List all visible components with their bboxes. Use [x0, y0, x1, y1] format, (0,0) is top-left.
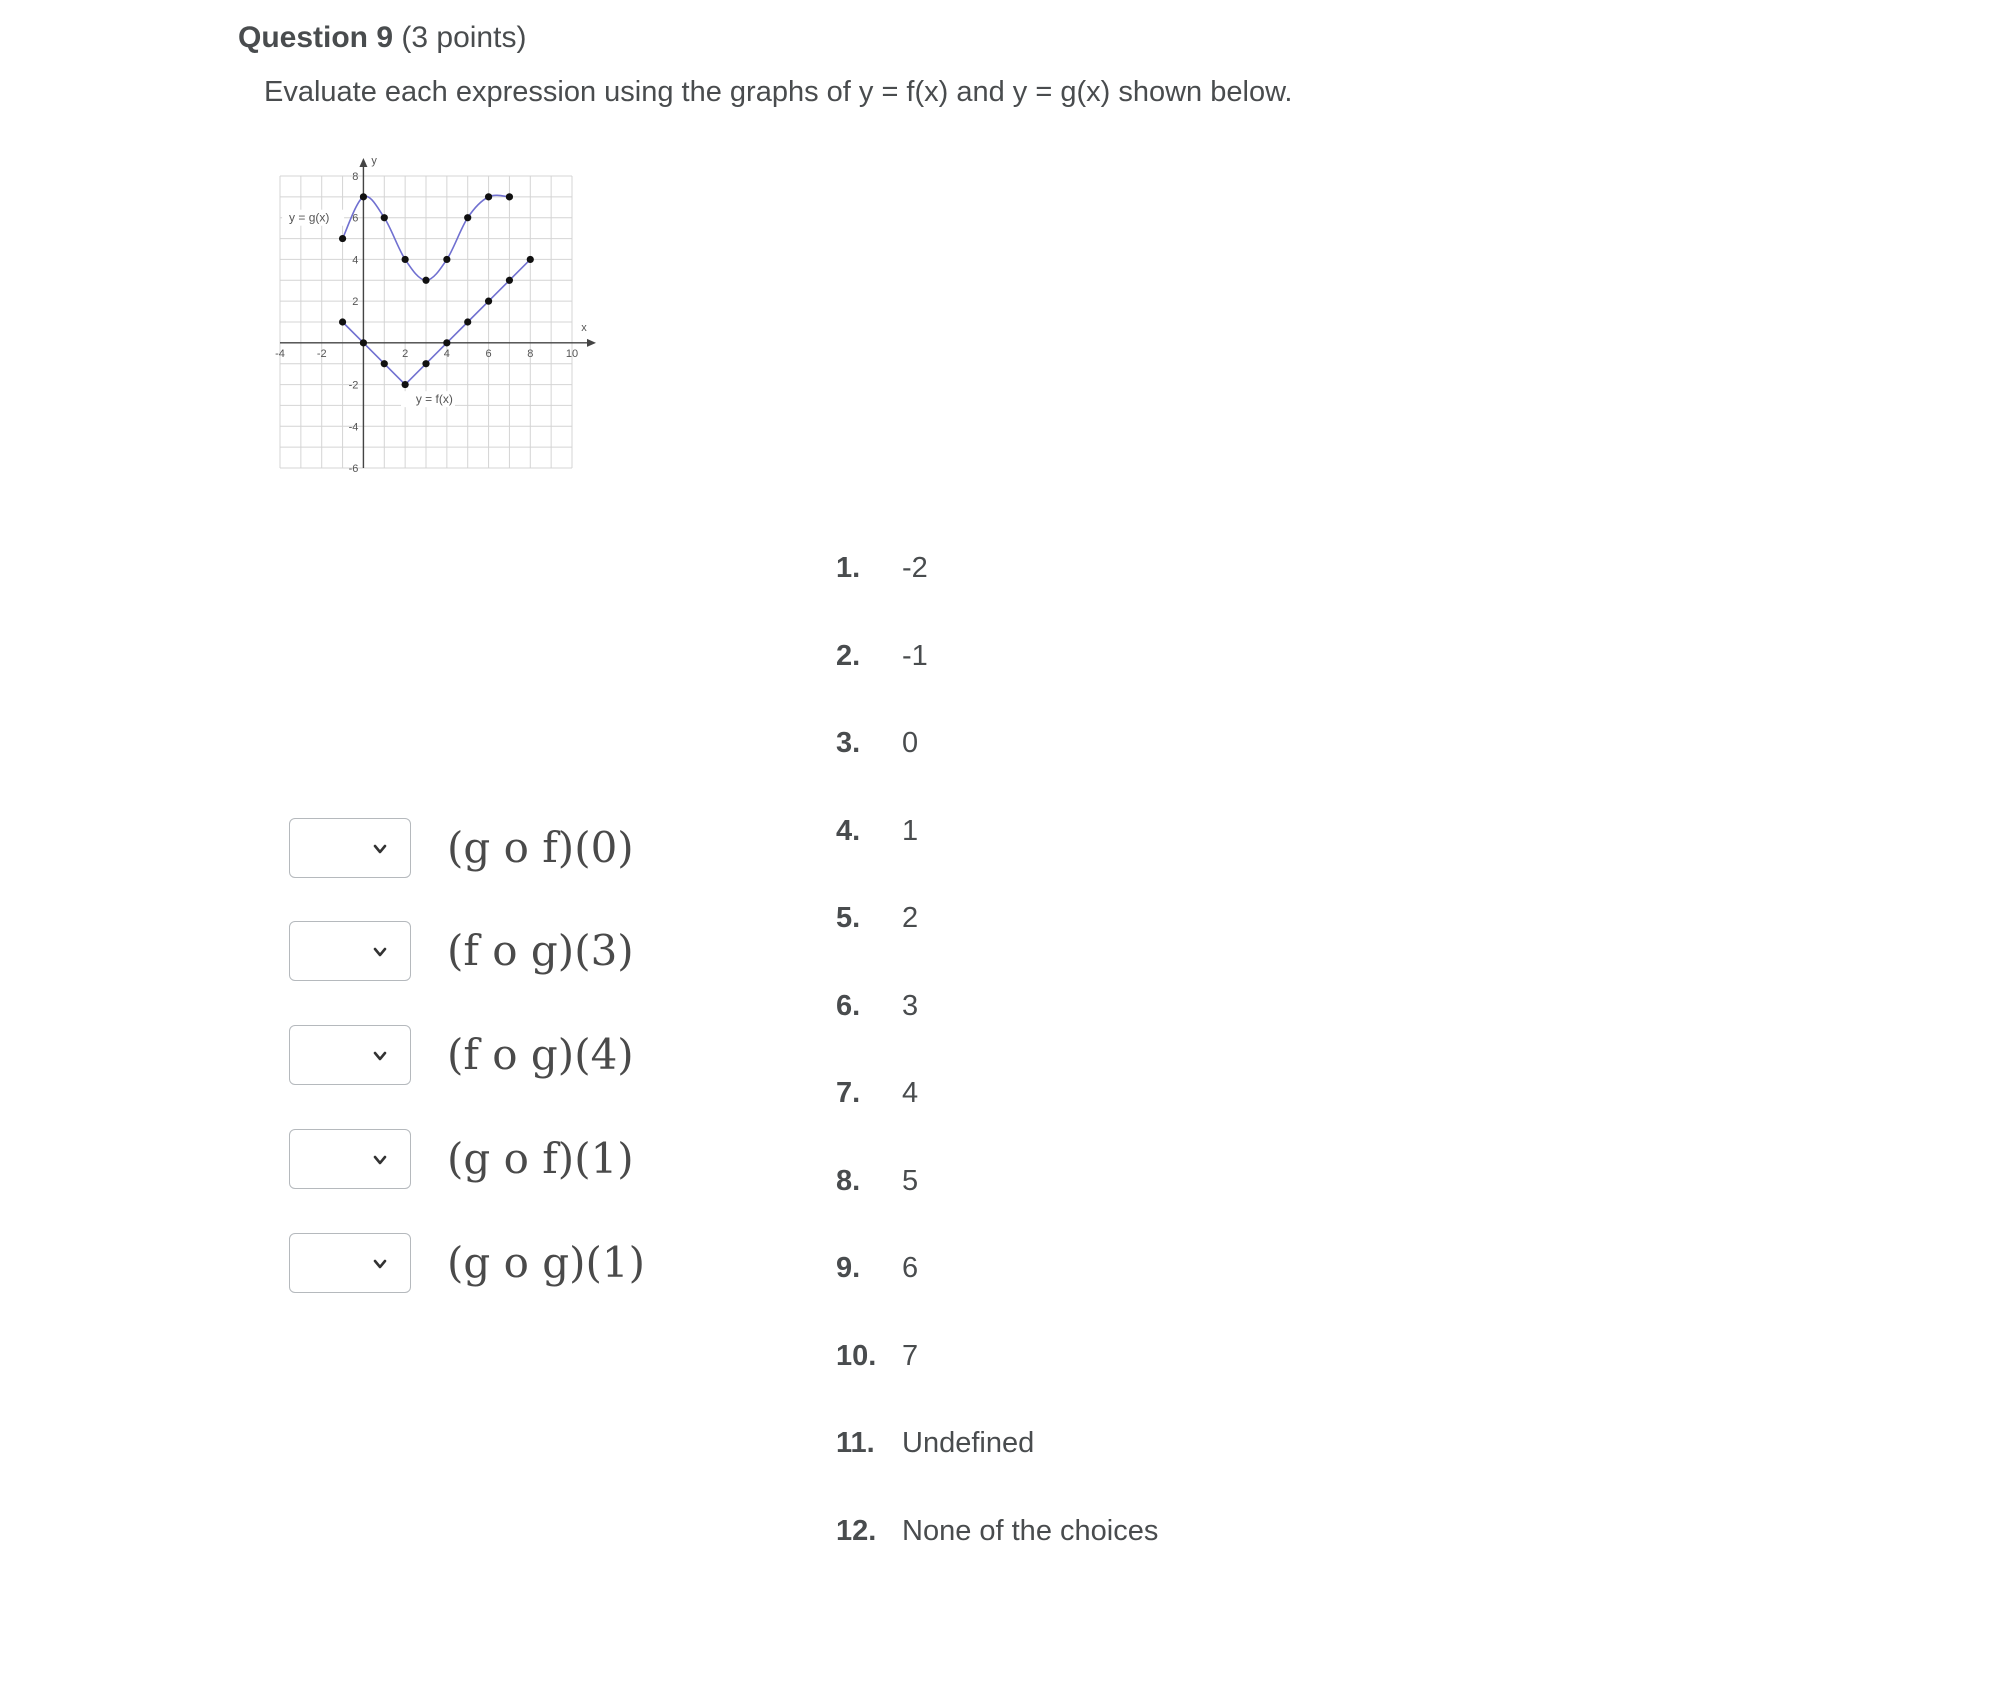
function-graph	[268, 146, 608, 486]
choice-item	[836, 1423, 1034, 1463]
choice-item	[836, 986, 918, 1026]
choice-number: 7.	[836, 1077, 861, 1109]
choice-item	[836, 1073, 918, 1113]
choice-number: 4.	[836, 815, 861, 847]
question-header	[238, 18, 526, 58]
question-prompt: Evaluate each expression using the graphs of y = f(x) and y = g(x) shown below.	[264, 76, 1293, 108]
composition-expression: (g o f)(0)	[447, 823, 634, 872]
g-point	[506, 193, 513, 200]
choice-number: 2.	[836, 640, 861, 672]
x-tick-label: 4	[443, 347, 450, 360]
choice-item	[836, 723, 918, 763]
composition-expression: (f o g)(3)	[447, 926, 634, 975]
choice-item	[836, 898, 918, 938]
y-tick-label: 4	[352, 254, 359, 267]
choice-number: 6.	[836, 990, 861, 1022]
f-point	[360, 339, 367, 346]
choice-value: -2	[902, 552, 928, 584]
y-axis-label: y	[371, 155, 377, 167]
choice-number: 12.	[836, 1515, 877, 1547]
match-row	[289, 818, 709, 882]
choice-number: 9.	[836, 1252, 861, 1284]
choice-item	[836, 1511, 1158, 1551]
f-point	[381, 360, 388, 367]
choice-number: 5.	[836, 902, 861, 934]
y-tick-label: 6	[352, 212, 359, 225]
g-point	[422, 277, 429, 284]
x-tick-label: -4	[275, 347, 285, 360]
choice-value: 0	[902, 727, 919, 759]
g-point	[360, 193, 367, 200]
g-curve-label: y = g(x)	[289, 210, 330, 225]
f-point	[485, 298, 492, 305]
choice-value: -1	[902, 640, 928, 672]
answer-dropdown[interactable]	[289, 1025, 411, 1085]
f-curve-label: y = f(x)	[415, 392, 453, 407]
chevron-down-icon	[372, 841, 388, 857]
answer-dropdown[interactable]	[289, 921, 411, 981]
x-tick-label: 2	[402, 347, 409, 360]
g-point	[485, 193, 492, 200]
x-axis-arrow	[587, 339, 596, 347]
answer-dropdown[interactable]	[289, 818, 411, 878]
answer-dropdown[interactable]	[289, 1129, 411, 1189]
choice-value: 4	[902, 1077, 919, 1109]
y-tick-label: -4	[348, 421, 359, 434]
x-tick-label: 6	[485, 347, 492, 360]
f-point	[402, 381, 409, 388]
choice-value: 5	[902, 1165, 919, 1197]
choice-item	[836, 1161, 918, 1201]
choice-number: 10.	[836, 1340, 877, 1372]
y-tick-label: 2	[352, 296, 359, 309]
choice-number: 3.	[836, 727, 861, 759]
question-title: Question 9	[238, 21, 394, 54]
y-tick-label: -6	[348, 463, 359, 475]
composition-expression: (f o g)(4)	[447, 1030, 634, 1079]
choice-value: 3	[902, 990, 919, 1022]
match-row	[289, 1233, 709, 1297]
choice-number: 11.	[836, 1427, 875, 1459]
choice-item	[836, 1248, 918, 1288]
match-row	[289, 1129, 709, 1193]
g-point	[339, 235, 346, 242]
x-tick-label: 8	[527, 347, 534, 360]
f-point	[339, 318, 346, 325]
f-point	[443, 339, 450, 346]
choice-item	[836, 1336, 918, 1376]
question-points: (3 points)	[401, 21, 527, 54]
y-tick-label: -2	[348, 379, 359, 392]
f-point	[464, 318, 471, 325]
choice-item	[836, 636, 928, 676]
x-axis-label: x	[581, 321, 587, 334]
match-row	[289, 1025, 709, 1089]
chevron-down-icon	[372, 944, 388, 960]
g-point	[402, 256, 409, 263]
f-point	[422, 360, 429, 367]
y-axis-arrow	[359, 158, 367, 167]
choice-value: Undefined	[902, 1427, 1035, 1459]
chevron-down-icon	[372, 1152, 388, 1168]
match-row	[289, 921, 709, 985]
choice-value: 7	[902, 1340, 919, 1372]
choice-value: 6	[902, 1252, 919, 1284]
f-point	[506, 277, 513, 284]
composition-expression: (g o g)(1)	[447, 1238, 646, 1287]
composition-expression: (g o f)(1)	[447, 1134, 634, 1183]
x-tick-label: -2	[316, 347, 327, 360]
g-point	[443, 256, 450, 263]
answer-dropdown[interactable]	[289, 1233, 411, 1293]
choice-value: 1	[902, 815, 919, 847]
f-point	[527, 256, 534, 263]
chevron-down-icon	[372, 1256, 388, 1272]
choice-item	[836, 811, 918, 851]
choice-value: 2	[902, 902, 919, 934]
choice-number: 8.	[836, 1165, 861, 1197]
g-point	[464, 214, 471, 221]
chevron-down-icon	[372, 1048, 388, 1064]
g-point	[381, 214, 388, 221]
choice-number: 1.	[836, 552, 861, 584]
y-tick-label: 8	[352, 171, 359, 183]
choice-item	[836, 548, 928, 588]
choice-value: None of the choices	[902, 1515, 1159, 1547]
x-tick-label: 10	[565, 347, 579, 360]
